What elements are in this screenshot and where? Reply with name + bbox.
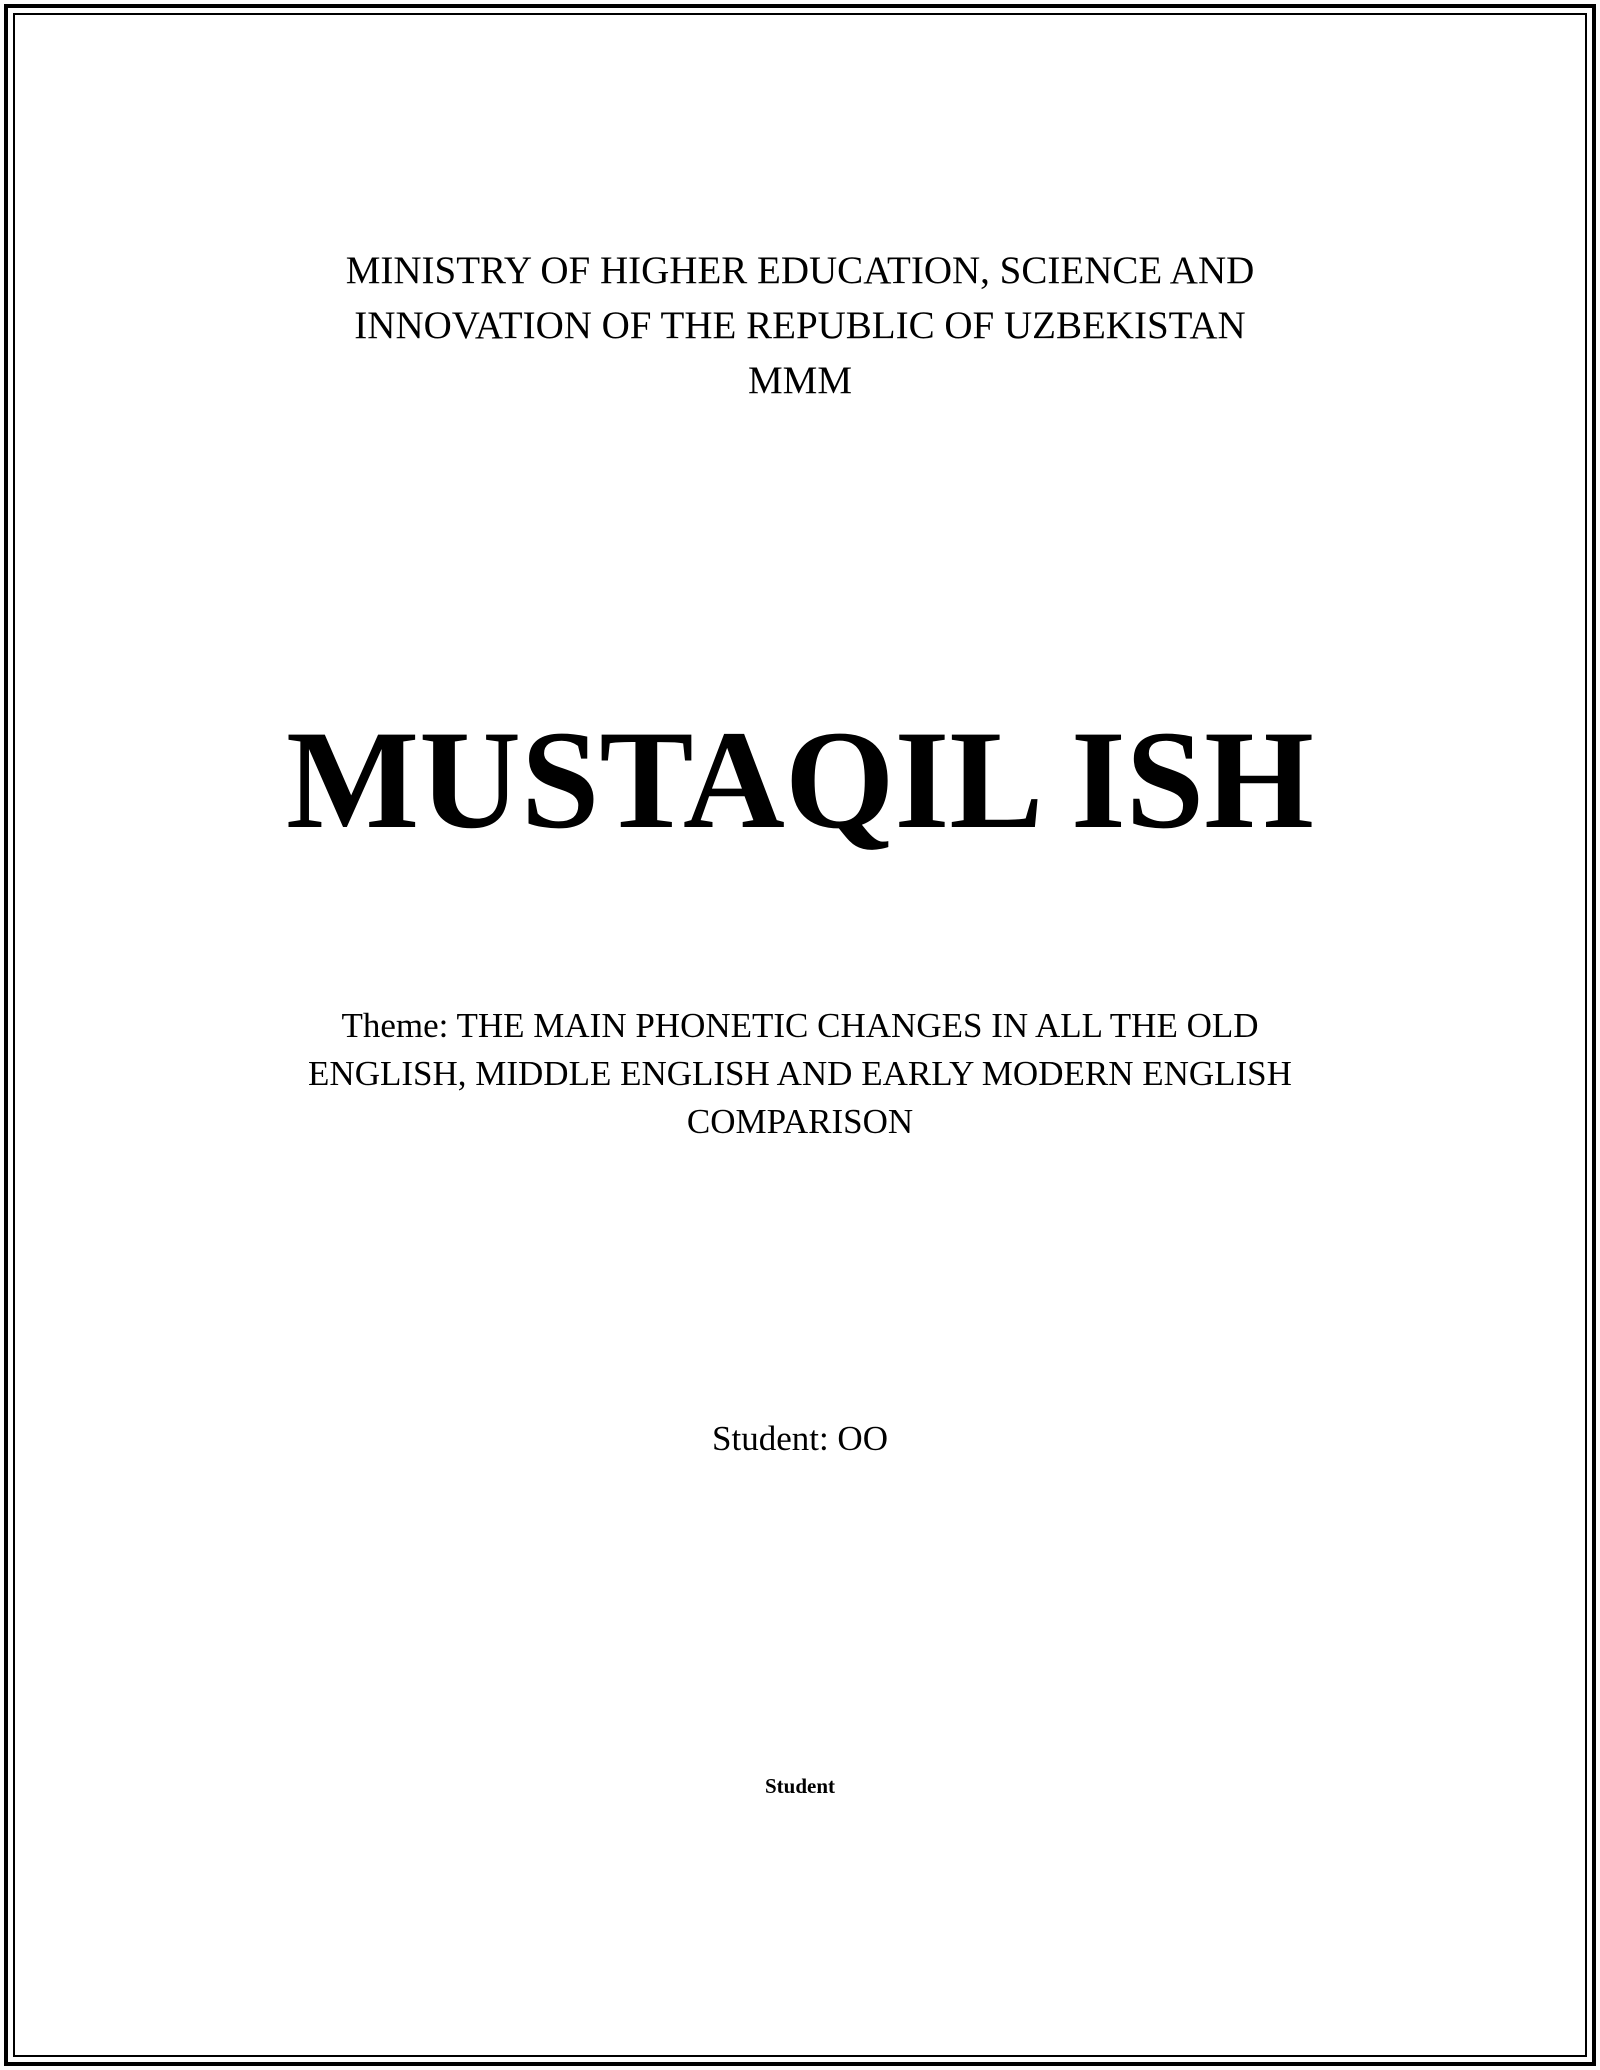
theme-line: COMPARISON [686, 1102, 914, 1141]
document-title: MUSTAQIL ISH [286, 702, 1314, 858]
theme-block [200, 1002, 1400, 1146]
student-footer-label: Student [764, 1774, 836, 1798]
theme-line: ENGLISH, MIDDLE ENGLISH AND EARLY MODERN ENGLISH [308, 1054, 1292, 1093]
ministry-header-line: MINISTRY OF HIGHER EDUCATION, SCIENCE AND [345, 249, 1255, 292]
ministry-header-line: MMM [747, 359, 853, 402]
ministry-header-line: INNOVATION OF THE REPUBLIC OF UZBEKISTAN [354, 304, 1246, 347]
theme-line: Theme: THE MAIN PHONETIC CHANGES IN ALL THE OLD [341, 1006, 1259, 1045]
ministry-header [200, 243, 1400, 408]
student-name: Student: OO [712, 1419, 888, 1458]
